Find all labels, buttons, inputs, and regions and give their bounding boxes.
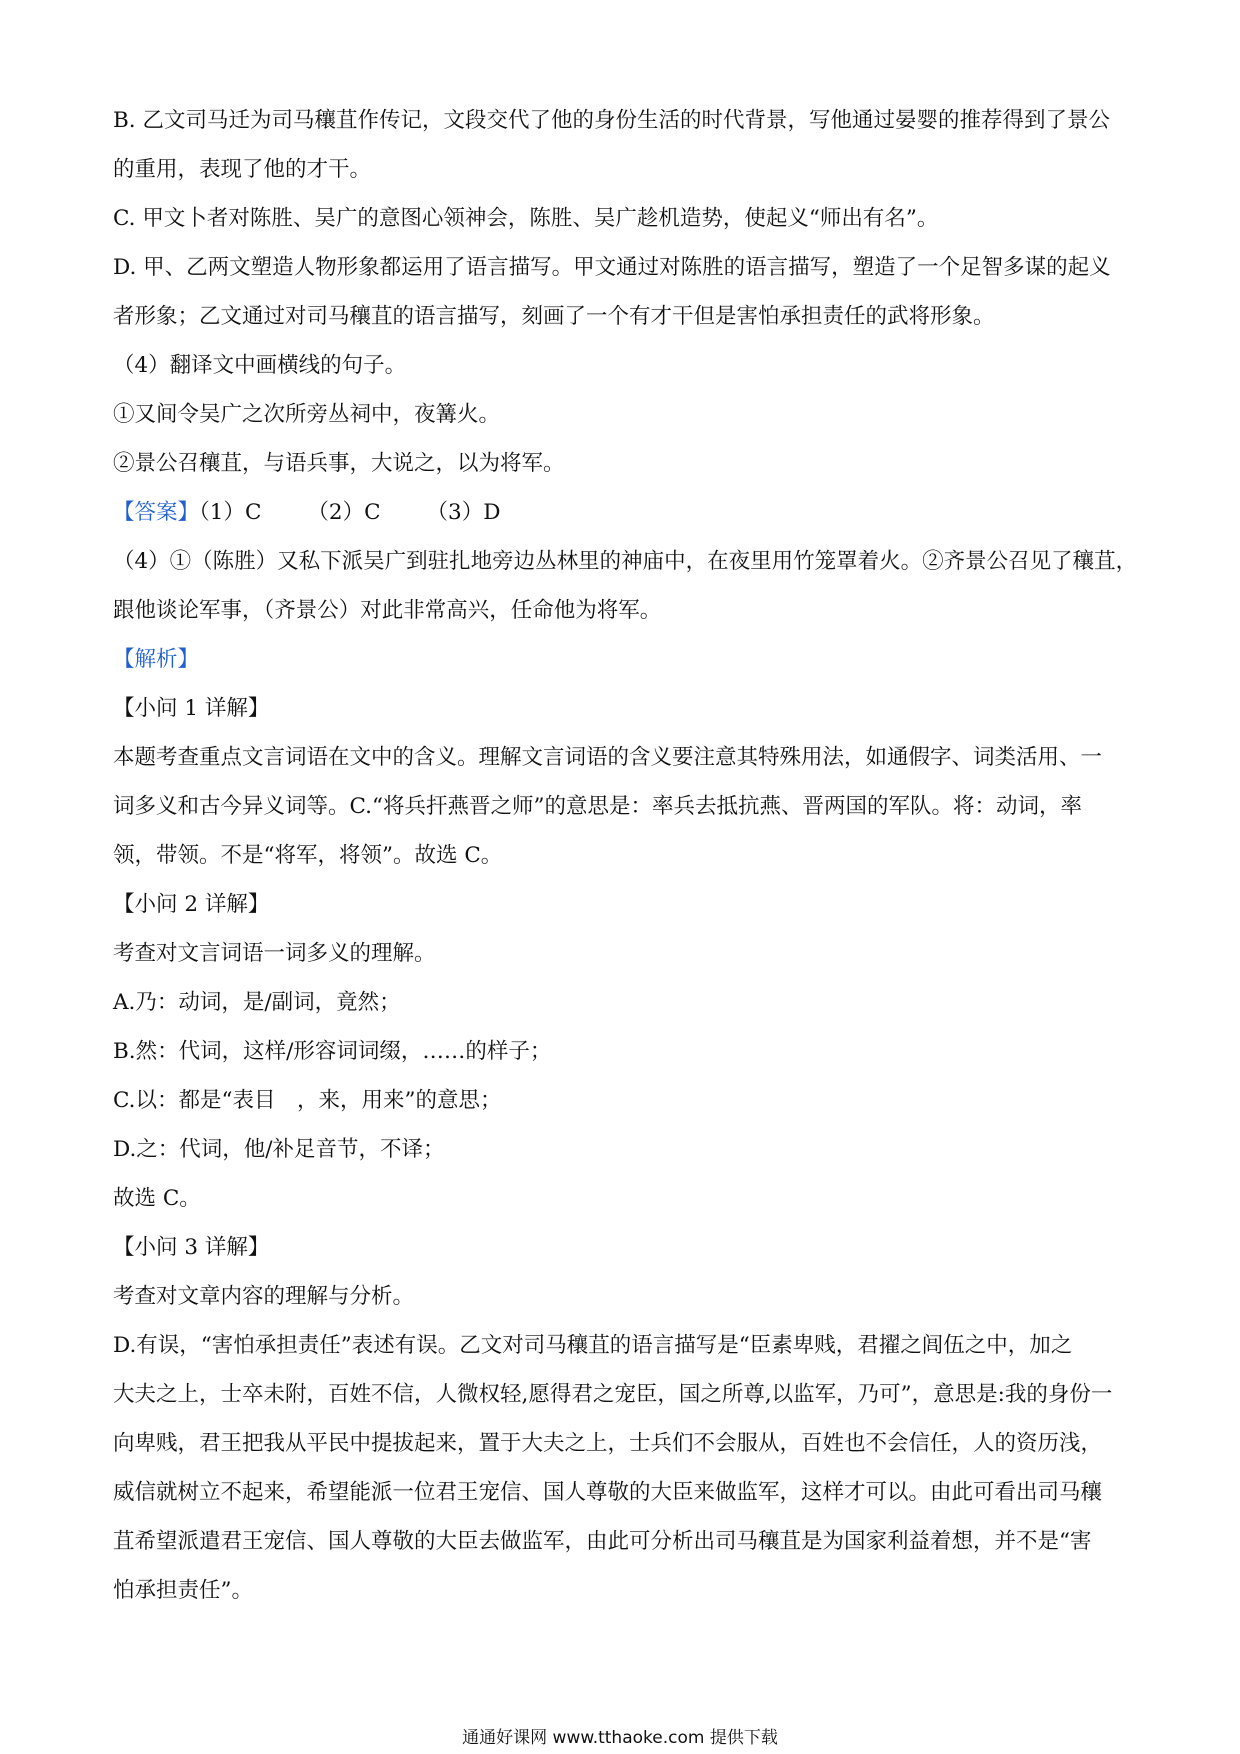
sub-question-2-heading: 【小问 2 详解】 <box>113 892 270 917</box>
page-footer: 通通好课网 www.tthaoke.com 提供下载 <box>462 1728 778 1748</box>
option-b-line-1: B. 乙文司马迁为司马穰苴作传记，文段交代了他的身份生活的时代背景，写他通过晏婴的推荐得到了景公 <box>113 108 1110 133</box>
option-d-line-1: D. 甲、乙两文塑造人物形象都运用了语言描写。甲文通过对陈胜的语言描写，塑造了一个足智多谋的起义 <box>113 255 1111 280</box>
document-page <box>113 96 1138 1615</box>
sub-question-3-heading: 【小问 3 详解】 <box>113 1235 270 1260</box>
sub-question-1-line-1: 本题考查重点文言词语在文中的含义。理解文言词语的含义要注意其特殊用法，如通假字、词类活用、一 <box>113 745 1103 770</box>
sub-question-3-line-6: 怕承担责任”。 <box>113 1578 253 1603</box>
sub-question-1-heading: 【小问 1 详解】 <box>113 696 270 721</box>
answer-line <box>113 488 1133 537</box>
sub-question-3-line-4: 威信就树立不起来，希望能派一位君王宠信、国人尊敬的大臣来做监军，这样才可以。由此可看出司马穰 <box>113 1480 1103 1505</box>
sub-question-2-conclusion: 故选 C。 <box>113 1186 201 1211</box>
sentence-2: ②景公召穰苴，与语兵事，大说之，以为将军。 <box>113 451 565 476</box>
option-c: C. 甲文卜者对陈胜、吴广的意图心领神会，陈胜、吴广趁机造势，使起义“师出有名”。 <box>113 206 939 231</box>
answer-1: （1）C <box>199 500 262 525</box>
answer-2: （2）C <box>307 500 381 525</box>
sub-question-1-line-2: 词多义和古今异义词等。C.“将兵扞燕晋之师”的意思是：率兵去抵抗燕、晋两国的军队。将：动词，率 <box>113 794 1083 819</box>
sentence-1: ①又间令吴广之次所旁丛祠中，夜篝火。 <box>113 402 501 427</box>
answer-4-line-1: （4）①（陈胜）又私下派吴广到驻扎地旁边丛林里的神庙中，在夜里用竹笼罩着火。②齐景公召见了穰苴， <box>113 549 1138 574</box>
sub-question-3-line-2: 大夫之上，士卒未附，百姓不信，人微权轻,愿得君之宠臣，国之所尊,以监军，乃可”，意思是:我的身份一 <box>113 1382 1113 1407</box>
sub-question-3-line-1: D.有误，“害怕承担责任”表述有误。乙文对司马穰苴的语言描写是“臣素卑贱，君擢之闾伍之中，加之 <box>113 1333 1073 1358</box>
analysis-tag: 【解析】 <box>113 647 200 672</box>
sub-question-2-intro: 考查对文言词语一词多义的理解。 <box>113 941 436 966</box>
sub-question-2-option-c: C.以：都是“表目 ，来，用来”的意思； <box>113 1088 502 1113</box>
sub-question-2-option-b: B.然：代词，这样/形容词词缀，……的样子； <box>113 1039 552 1064</box>
sub-question-3-line-5: 苴希望派遣君王宠信、国人尊敬的大臣去做监军，由此可分析出司马穰苴是为国家利益着想，并不是“害 <box>113 1529 1092 1554</box>
sub-question-1-line-3: 领，带领。不是“将军，将领”。故选 C。 <box>113 843 503 868</box>
sub-question-3-intro: 考查对文章内容的理解与分析。 <box>113 1284 415 1309</box>
question-4-prompt: （4）翻译文中画横线的句子。 <box>113 353 407 378</box>
answer-4-line-2: 跟他谈论军事，（齐景公）对此非常高兴，任命他为将军。 <box>113 598 662 623</box>
sub-question-2-option-d: D.之：代词，他/补足音节，不译； <box>113 1137 445 1162</box>
sub-question-2-option-a: A.乃：动词，是/副词，竟然； <box>113 990 401 1015</box>
sub-question-3-line-3: 向卑贱，君王把我从平民中提拔起来，置于大夫之上，士兵们不会服从，百姓也不会信任，人的资历浅， <box>113 1431 1103 1456</box>
answer-tag: 【答案】 <box>113 500 200 525</box>
answer-3: （3）D <box>426 500 501 525</box>
option-d-line-2: 者形象；乙文通过对司马穰苴的语言描写，刻画了一个有才干但是害怕承担责任的武将形象。 <box>113 304 995 329</box>
option-b-line-2: 的重用，表现了他的才干。 <box>113 157 372 182</box>
